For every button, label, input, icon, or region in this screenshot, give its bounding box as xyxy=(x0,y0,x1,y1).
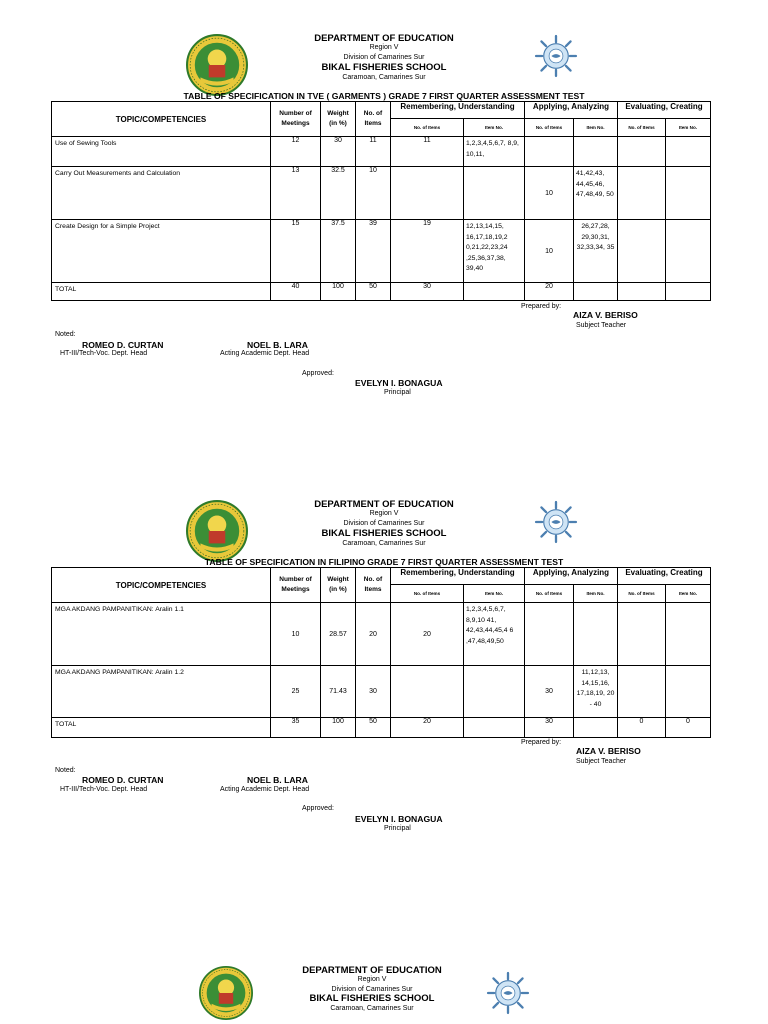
division-text: Division of Camarines Sur xyxy=(343,520,425,527)
school-name: BIKAL FISHERIES SCHOOL xyxy=(321,528,447,539)
meetings-cell: 13 xyxy=(271,167,321,220)
subheader-item-no: Item No. xyxy=(464,119,525,137)
ru-count-cell xyxy=(391,167,464,220)
header-topic: TOPIC/COMPETENCIES xyxy=(52,102,271,137)
header-meetings: Number of Meetings xyxy=(271,102,321,137)
approver-role: Principal xyxy=(384,825,411,832)
ru-item-numbers xyxy=(464,167,525,220)
school-address: Caramoan, Camarines Sur xyxy=(342,74,426,81)
subheader-no-of-items: No. of Items xyxy=(391,585,464,603)
ec-count-cell xyxy=(618,167,666,220)
subheader-item-no: Item No. xyxy=(666,585,711,603)
noted-name-2: NOEL B. LARA xyxy=(247,340,308,350)
aa-count-cell xyxy=(525,137,574,167)
total-label: TOTAL xyxy=(52,718,271,738)
total-label: TOTAL xyxy=(52,283,271,301)
total-aa-count: 30 xyxy=(525,718,574,738)
weight-cell: 28.57 xyxy=(321,603,356,666)
total-meetings: 35 xyxy=(271,718,321,738)
division-text: Division of Camarines Sur xyxy=(343,54,425,61)
subheader-no-of-items: No. of Items xyxy=(618,585,666,603)
department-heading: DEPARTMENT OF EDUCATION xyxy=(302,965,442,976)
total-ec-count: 0 xyxy=(618,718,666,738)
aa-item-numbers: 41,42,43, 44,45,46, 47,48,49, 50 xyxy=(574,167,618,220)
total-ec-items xyxy=(666,283,711,301)
division-text: Division of Camarines Sur xyxy=(331,986,413,993)
header-weight: Weight (in %) xyxy=(321,102,356,137)
school-name: BIKAL FISHERIES SCHOOL xyxy=(309,993,435,1004)
aa-item-numbers xyxy=(574,603,618,666)
subheader-no-of-items: No. of Items xyxy=(525,585,574,603)
ec-count-cell xyxy=(618,220,666,283)
topic-cell: Carry Out Measurements and Calculation xyxy=(52,167,271,220)
approved-label: Approved: xyxy=(302,805,334,812)
approver-name: EVELYN I. BONAGUA xyxy=(355,378,443,388)
aa-item-numbers: 11,12,13, 14,15,16, 17,18,19, 20 - 40 xyxy=(574,666,618,718)
aa-count-cell: 10 xyxy=(525,220,574,283)
topic-cell: MGA AKDANG PAMPANITIKAN: Aralin 1.1 xyxy=(52,603,271,666)
department-heading: DEPARTMENT OF EDUCATION xyxy=(314,499,454,510)
table-row xyxy=(52,137,711,167)
prepared-by-label: Prepared by: xyxy=(521,303,562,310)
subheader-no-of-items: No. of Items xyxy=(525,119,574,137)
subheader-item-no: Item No. xyxy=(464,585,525,603)
ec-count-cell xyxy=(618,603,666,666)
total-weight: 100 xyxy=(321,283,356,301)
total-weight: 100 xyxy=(321,718,356,738)
weight-cell: 32.5 xyxy=(321,167,356,220)
noted-role-2: Acting Academic Dept. Head xyxy=(220,350,310,357)
total-row xyxy=(52,283,711,301)
preparer-role: Subject Teacher xyxy=(576,758,627,765)
aa-item-numbers: 26,27,28, 29,30,31, 32,33,34, 35 xyxy=(574,220,618,283)
approved-label: Approved: xyxy=(302,370,334,377)
aa-count-cell: 10 xyxy=(525,167,574,220)
meetings-cell: 12 xyxy=(271,137,321,167)
preparer-role: Subject Teacher xyxy=(576,322,627,329)
meetings-cell: 25 xyxy=(271,666,321,718)
aa-count-cell xyxy=(525,603,574,666)
region-text: Region V xyxy=(357,976,387,983)
items-cell: 30 xyxy=(356,666,391,718)
ru-item-numbers: 1,2,3,4,5,6,7, 8,9,10 41, 42,43,44,45,4 6 ,47,48,49,50 xyxy=(464,603,525,666)
table-row xyxy=(52,603,711,666)
approver-name: EVELYN I. BONAGUA xyxy=(355,814,443,824)
items-cell: 10 xyxy=(356,167,391,220)
meetings-cell: 15 xyxy=(271,220,321,283)
meetings-cell: 10 xyxy=(271,603,321,666)
aa-item-numbers xyxy=(574,137,618,167)
noted-role-2: Acting Academic Dept. Head xyxy=(220,786,310,793)
subheader-no-of-items: No. of Items xyxy=(391,119,464,137)
ec-count-cell xyxy=(618,666,666,718)
total-row xyxy=(52,718,711,738)
ec-item-numbers xyxy=(666,167,711,220)
items-cell: 20 xyxy=(356,603,391,666)
school-name: BIKAL FISHERIES SCHOOL xyxy=(321,62,447,73)
weight-cell: 71.43 xyxy=(321,666,356,718)
items-cell: 39 xyxy=(356,220,391,283)
header-applying-analyzing: Applying, Analyzing xyxy=(525,102,618,119)
approver-role: Principal xyxy=(384,389,411,396)
ec-item-numbers xyxy=(666,666,711,718)
ru-count-cell: 19 xyxy=(391,220,464,283)
header-weight: Weight (in %) xyxy=(321,568,356,603)
preparer-name: AIZA V. BERISO xyxy=(576,746,641,756)
table-row xyxy=(52,167,711,220)
preparer-name: AIZA V. BERISO xyxy=(573,310,638,320)
header-meetings: Number of Meetings xyxy=(271,568,321,603)
department-heading: DEPARTMENT OF EDUCATION xyxy=(314,33,454,44)
ru-item-numbers: 12,13,14,15, 16,17,18,19,2 0,21,22,23,24 ,25,36,37,38, 39,40 xyxy=(464,220,525,283)
noted-label: Noted: xyxy=(55,767,76,774)
table-row xyxy=(52,666,711,718)
total-ru-count: 30 xyxy=(391,283,464,301)
header-remembering-understanding: Remembering, Understanding xyxy=(391,102,525,119)
ec-item-numbers xyxy=(666,220,711,283)
weight-cell: 37.5 xyxy=(321,220,356,283)
noted-name-2: NOEL B. LARA xyxy=(247,775,308,785)
total-meetings: 40 xyxy=(271,283,321,301)
noted-label: Noted: xyxy=(55,331,76,338)
header-applying-analyzing: Applying, Analyzing xyxy=(525,568,618,585)
tos-title: TABLE OF SPECIFICATION IN FILIPINO GRADE 7 FIRST QUARTER ASSESSMENT TEST xyxy=(204,557,564,567)
topic-cell: MGA AKDANG PAMPANITIKAN: Aralin 1.2 xyxy=(52,666,271,718)
topic-cell: Use of Sewing Tools xyxy=(52,137,271,167)
ru-item-numbers xyxy=(464,666,525,718)
region-text: Region V xyxy=(369,44,399,51)
ru-count-cell: 20 xyxy=(391,603,464,666)
subheader-item-no: Item No. xyxy=(574,119,618,137)
header-evaluating-creating: Evaluating, Creating xyxy=(618,568,711,585)
total-ec-items: 0 xyxy=(666,718,711,738)
total-items: 50 xyxy=(356,283,391,301)
weight-cell: 30 xyxy=(321,137,356,167)
total-ec-count xyxy=(618,283,666,301)
noted-role-1: HT-III/Tech-Voc. Dept. Head xyxy=(60,786,148,793)
header-items: No. of Items xyxy=(356,568,391,603)
aa-count-cell: 30 xyxy=(525,666,574,718)
specification-table xyxy=(51,101,711,301)
ru-count-cell: 11 xyxy=(391,137,464,167)
noted-role-1: HT-III/Tech-Voc. Dept. Head xyxy=(60,350,148,357)
total-aa-count: 20 xyxy=(525,283,574,301)
subheader-item-no: Item No. xyxy=(666,119,711,137)
subheader-no-of-items: No. of Items xyxy=(618,119,666,137)
noted-name-1: ROMEO D. CURTAN xyxy=(82,340,164,350)
region-text: Region V xyxy=(369,510,399,517)
topic-cell: Create Design for a Simple Project xyxy=(52,220,271,283)
subheader-item-no: Item No. xyxy=(574,585,618,603)
total-ru-count: 20 xyxy=(391,718,464,738)
ru-item-numbers: 1,2,3,4,5,6,7, 8,9, 10,11, xyxy=(464,137,525,167)
prepared-by-label: Prepared by: xyxy=(521,739,562,746)
ru-count-cell xyxy=(391,666,464,718)
items-cell: 11 xyxy=(356,137,391,167)
school-address: Caramoan, Camarines Sur xyxy=(342,540,426,547)
school-address: Caramoan, Camarines Sur xyxy=(330,1005,414,1012)
ec-item-numbers xyxy=(666,137,711,167)
total-items: 50 xyxy=(356,718,391,738)
noted-name-1: ROMEO D. CURTAN xyxy=(82,775,164,785)
ec-count-cell xyxy=(618,137,666,167)
header-evaluating-creating: Evaluating, Creating xyxy=(618,102,711,119)
tos-title: TABLE OF SPECIFICATION IN TVE ( GARMENTS ) GRADE 7 FIRST QUARTER ASSESSMENT TEST xyxy=(183,91,585,101)
header-items: No. of Items xyxy=(356,102,391,137)
ec-item-numbers xyxy=(666,603,711,666)
specification-table xyxy=(51,567,711,738)
table-row xyxy=(52,220,711,283)
header-topic: TOPIC/COMPETENCIES xyxy=(52,568,271,603)
header-remembering-understanding: Remembering, Understanding xyxy=(391,568,525,585)
